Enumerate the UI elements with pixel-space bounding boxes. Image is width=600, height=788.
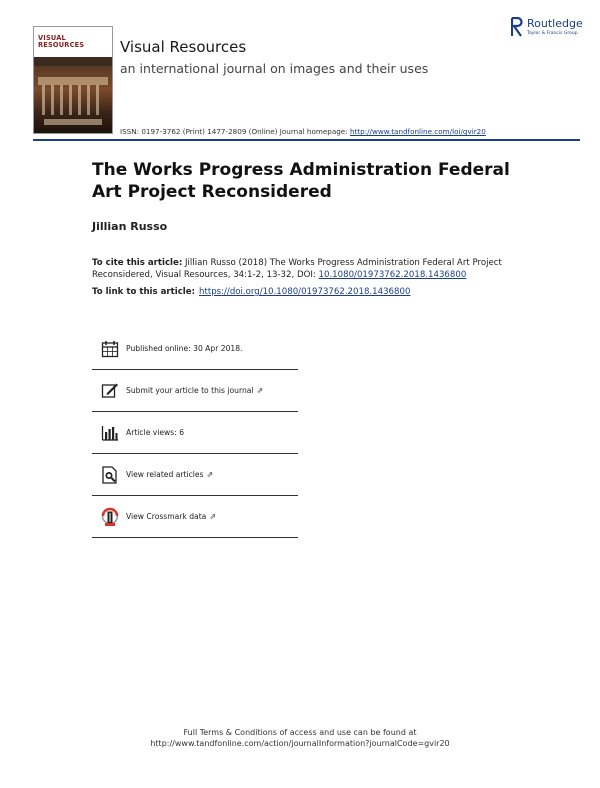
cover-title-line2: RESOURCES: [38, 41, 85, 49]
article-views-text: Article views: 6: [126, 428, 185, 437]
search-related-icon: [100, 465, 120, 485]
article-views-row: [92, 412, 298, 454]
calendar-icon: [100, 339, 120, 359]
cover-building-columns: [42, 85, 104, 115]
cover-small-text: ISSN 0197-3762: [36, 26, 61, 28]
cover-title-line1: VISUAL: [38, 34, 66, 42]
external-link-icon: ⇗: [209, 512, 217, 521]
submit-article-text[interactable]: Submit your article to this journal: [126, 386, 254, 395]
published-online-text: Published online: 30 Apr 2018.: [126, 344, 243, 353]
external-link-icon: ⇗: [206, 470, 214, 479]
article-author: Jillian Russo: [92, 220, 168, 233]
related-articles-row[interactable]: [92, 454, 298, 496]
journal-title: Visual Resources: [120, 38, 247, 56]
publisher-group: Taylor & Francis Group: [527, 31, 578, 36]
cover-building-roof: [38, 77, 108, 85]
publisher-logo: [511, 17, 591, 41]
article-title: The Works Progress Administration Federal Art Project Reconsidered: [92, 160, 510, 202]
external-link-icon: ⇗: [256, 386, 264, 395]
article-doi-url[interactable]: https://doi.org/10.1080/01973762.2018.1436800: [199, 287, 411, 297]
crossmark-row[interactable]: [92, 496, 298, 538]
doi-link[interactable]: 10.1080/01973762.2018.1436800: [318, 270, 467, 280]
bar-chart-icon: [100, 423, 120, 443]
footer-terms-text: Full Terms & Conditions of access and use can be found at: [183, 728, 417, 737]
article-link-line: [92, 287, 410, 297]
header-divider: [33, 139, 580, 141]
cover-building-base: [44, 119, 102, 125]
cover-title: [38, 35, 84, 49]
edit-icon: [100, 381, 120, 401]
citation-block: [92, 257, 532, 281]
citation-text: Jillian Russo (2018) The Works Progress Administration Federal Art Project Reconsidered, Visual Resources, 34:1-2, 13-32, DOI:: [92, 258, 502, 280]
citation-label: To cite this article:: [92, 258, 183, 268]
footer: [0, 727, 600, 749]
submit-article-row[interactable]: [92, 370, 298, 412]
journal-cover-image: [33, 26, 113, 134]
journal-homepage-link[interactable]: http://www.tandfonline.com/loi/gvir20: [349, 127, 486, 136]
published-online-row: [92, 328, 298, 370]
cover-band: [34, 57, 112, 66]
footer-terms-url[interactable]: http://www.tandfonline.com/action/journalInformation?journalCode=gvir20: [150, 739, 450, 748]
issn-line: [120, 127, 486, 136]
article-info-list: [92, 328, 298, 538]
publisher-name: Routledge: [527, 17, 583, 30]
link-label: To link to this article:: [92, 287, 196, 297]
routledge-logo-icon: [511, 17, 523, 37]
crossmark-text[interactable]: View Crossmark data: [126, 512, 207, 521]
related-articles-text[interactable]: View related articles: [126, 470, 204, 479]
journal-subtitle: an international journal on images and their uses: [120, 61, 429, 76]
issn-text: ISSN: 0197-3762 (Print) 1477-2809 (Online) Journal homepage:: [120, 127, 350, 136]
crossmark-icon: [100, 507, 120, 527]
